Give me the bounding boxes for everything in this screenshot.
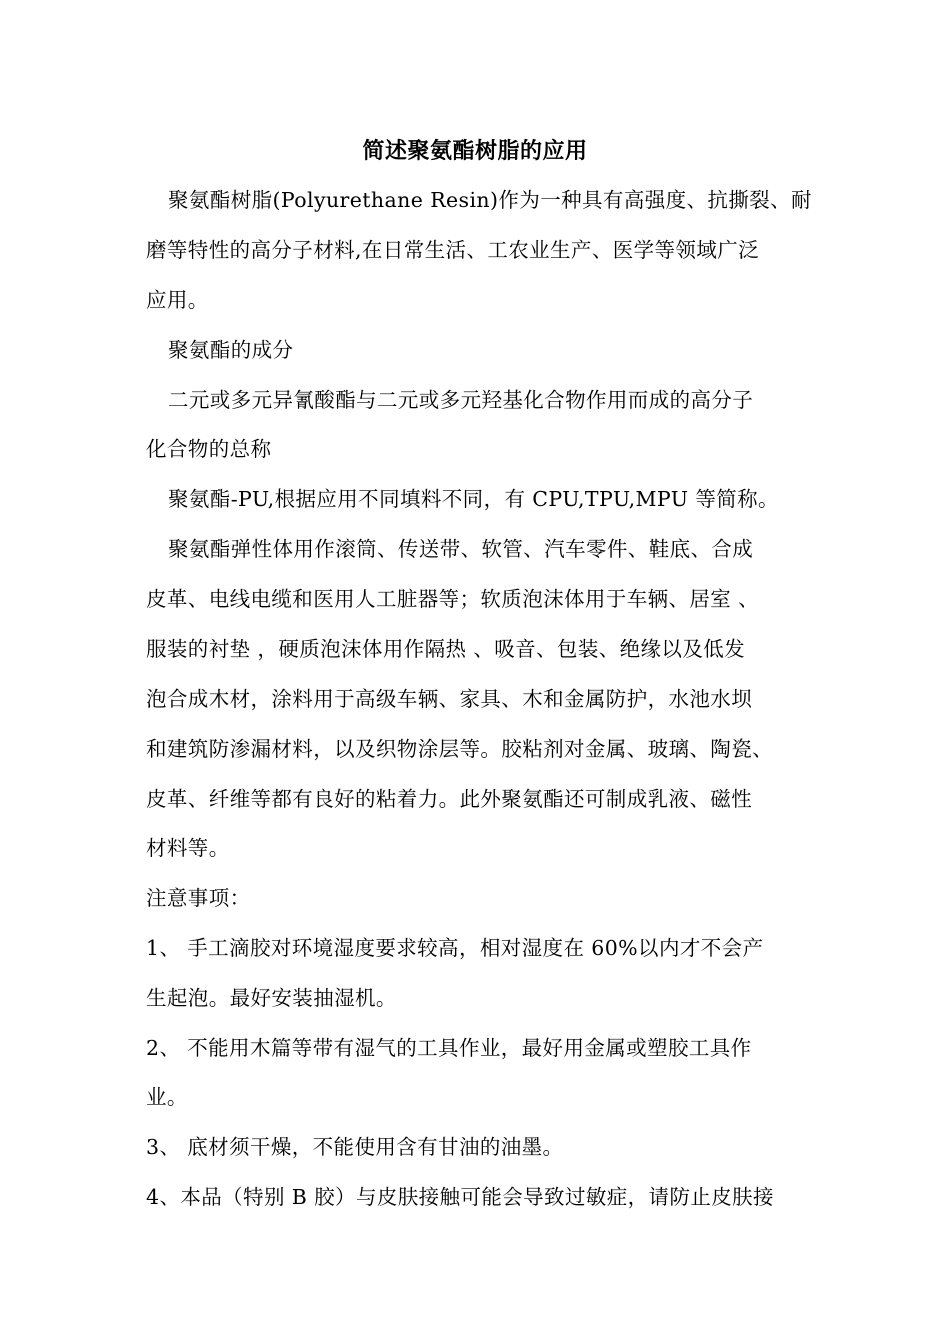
paragraph-line: 服装的衬垫 ，硬质泡沫体用作隔热 、吸音、包装、绝缘以及低发 [146, 637, 746, 661]
paragraph-line: 磨等特性的高分子材料,在日常生活、工农业生产、医学等领域广泛 [146, 238, 760, 262]
paragraph-line: 化合物的总称 [146, 437, 272, 461]
paragraph-line: 和建筑防渗漏材料，以及织物涂层等。胶粘剂对金属、玻璃、陶瓷、 [146, 737, 773, 761]
list-item: 4、本品（特别 B 胶）与皮肤接触可能会导致过敏症，请防止皮肤接 [146, 1185, 774, 1209]
paragraph-line: 泡合成木材，涂料用于高级车辆、家具、木和金属防护，水池水坝 [146, 687, 753, 711]
paragraph-line: 聚氨酯树脂(Polyurethane Resin)作为一种具有高强度、抗撕裂、耐 [168, 188, 812, 212]
document-title: 简述聚氨酯树脂的应用 [362, 138, 588, 164]
paragraph-line: 应用。 [146, 288, 209, 312]
section-heading: 注意事项： [146, 886, 251, 910]
list-item: 2、 不能用木篇等带有湿气的工具作业，最好用金属或塑胶工具作 [146, 1036, 752, 1060]
section-heading: 聚氨酯的成分 [168, 338, 294, 362]
list-item-continuation: 业。 [146, 1085, 188, 1109]
paragraph-line: 二元或多元异氰酸酯与二元或多元羟基化合物作用而成的高分子 [168, 388, 754, 412]
list-item: 1、 手工滴胶对环境湿度要求较高，相对湿度在 60%以内才不会产 [146, 936, 764, 960]
paragraph-line: 聚氨酯-PU,根据应用不同填料不同，有 CPU,TPU,MPU 等简称。 [168, 487, 779, 511]
list-item: 3、 底材须干燥，不能使用含有甘油的油墨。 [146, 1135, 564, 1159]
list-item-continuation: 生起泡。最好安装抽湿机。 [146, 986, 397, 1010]
paragraph-line: 皮革、纤维等都有良好的粘着力。此外聚氨酯还可制成乳液、磁性 [146, 787, 753, 811]
paragraph-line: 聚氨酯弹性体用作滚筒、传送带、软管、汽车零件、鞋底、合成 [168, 537, 754, 561]
paragraph-line: 材料等。 [146, 836, 230, 860]
paragraph-line: 皮革、电线电缆和医用人工脏器等；软质泡沫体用于车辆、居室 、 [146, 587, 760, 611]
